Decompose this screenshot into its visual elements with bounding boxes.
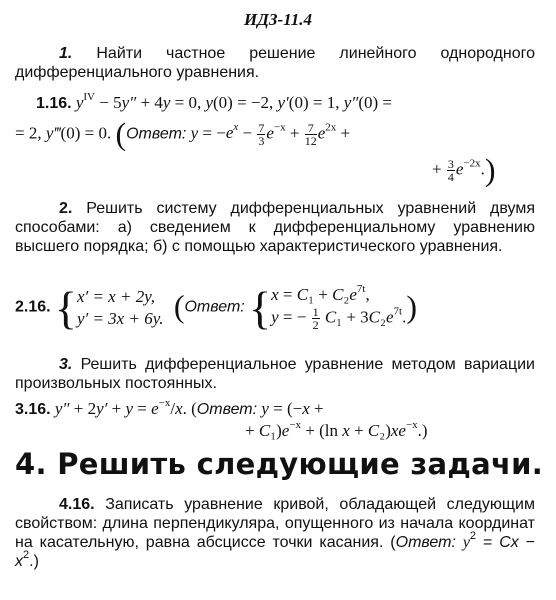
task4-text: Записать уравнение кривой, обладающей следующим свойством: длина перпендикуляра, опущенного из начала координат на касательную, равна абсциссе точки касания. <box>15 496 535 551</box>
task1-fraction-2: $\frac{7}{12}$ <box>304 121 317 148</box>
task1-equation-line1: 1.16. $y^{IV} - 5y'' + 4y = 0$, y(0) = −2, y′(0) = 1, y″(0) = <box>36 91 393 112</box>
task2-text: Решить систему дифференциальных уравнений двумя способами: а) сведением к дифференциальному уравнению высшего порядка; б) с помощью характеристического уравнения. <box>15 200 535 255</box>
task3-number: 3. <box>59 356 73 373</box>
task3-equation: 3.16. $y'' + 2y' + y = e^{-x}/x$. (Ответ: y = (−x + <box>15 397 324 418</box>
task2-fraction: $\frac{1}{2}$ <box>312 305 319 332</box>
task2-system: 2.16. { x′ = x + 2y, y′ = 3x + 6y. (Ответ: { $x = C_1 + C_2e^{7t}$, y = − $\frac{1}{2}$ $C_1 + 3C_2e^{7t}$. ) <box>15 282 417 334</box>
task1-equation-line2: = 2, y‴(0) = 0. (Ответ: $y = -e^x$ − $\frac{7}{3}$ $e^{-x}$ + $\frac{7}{12}$ $e^{2x}$ + <box>15 115 351 152</box>
task4-problem-id: 4.16. <box>59 496 95 513</box>
task1-text: Найти частное решение линейного однородного дифференциального уравнения. <box>15 45 535 81</box>
task1-answer-line3: + $\frac{3}{4}$ $e^{-2x}$.) <box>432 151 496 188</box>
task3-problem-id: 3.16. <box>15 401 51 418</box>
task2-number: 2. <box>59 200 73 217</box>
task4-statement: 4.16. Записать уравнение кривой, обладающей следующим свойством: длина перпендикуляра, опущенного из начала координат на касательную, равна абсциссе точки касания. (Ответ: $y^2 = Cx - x^2$.) <box>15 496 535 570</box>
task4-answer-label: Ответ: <box>395 534 456 551</box>
task3-text: Решить дифференциальное уравнение методом вариации произвольных постоянных. <box>15 356 535 392</box>
task2-problem-id: 2.16. <box>15 298 51 316</box>
task1-problem-id: 1.16. <box>36 95 72 112</box>
task1-number: 1. <box>59 45 73 62</box>
task3-answer-line2: + $C_1)e^{-x} + (\ln$ $x + C_2)xe^{-x}$.) <box>245 419 428 440</box>
task1-fraction-3: $\frac{3}{4}$ <box>447 157 454 184</box>
task2-answer-label: Ответ: <box>184 298 245 316</box>
task1-fraction-1: $\frac{7}{3}$ <box>258 121 265 148</box>
task3-statement <box>15 355 535 393</box>
task3-answer-label: Ответ: <box>196 401 258 418</box>
task4-heading: 4. Решить следующие задачи. <box>15 447 544 481</box>
task1-answer-label: Ответ: <box>126 125 187 143</box>
page-title: ИДЗ-11.4 <box>244 10 312 29</box>
task2-statement <box>15 199 535 256</box>
task1-statement <box>15 44 535 82</box>
